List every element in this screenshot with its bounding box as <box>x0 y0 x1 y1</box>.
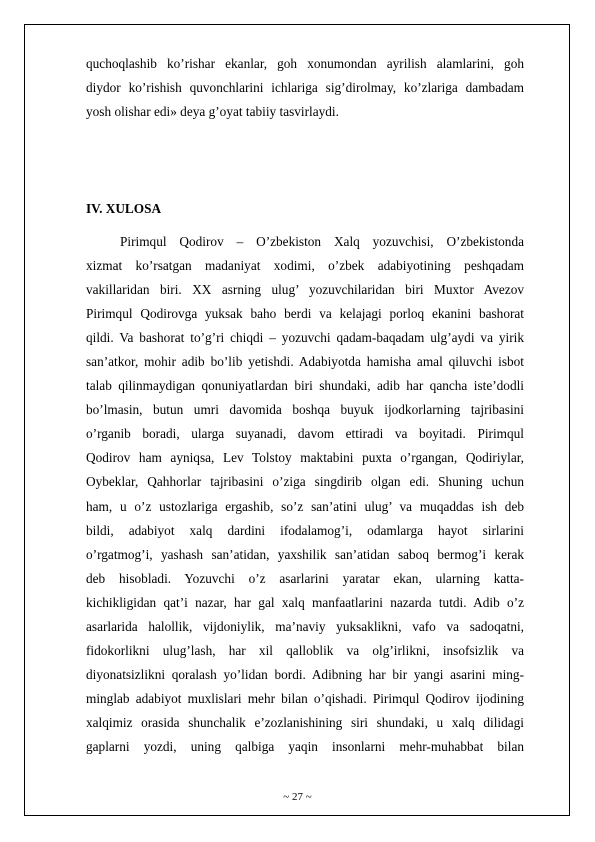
text-line: xizmat ko’rsatgan madaniyat xodimi, o’zbek adabiyotining peshqadam <box>86 258 524 274</box>
text-line: ham, u o’z ustozlariga ergashib, so’z san’atini ulug’ va muqaddas ish deb <box>86 498 524 514</box>
text-line: kichikligidan qat’i nazar, har gal xalq manfaatlarini nazarda tutdi. Adib o’z <box>86 594 524 610</box>
text-line: bo’lmasin, butun umri davomida boshqa buyuk ijodkorlarning tajribasini <box>86 402 524 418</box>
paragraph-main <box>86 230 524 759</box>
text-line: asarlarida halollik, vijdoniylik, ma’naviy yuksaklikni, vafo va sadoqatni, <box>86 618 524 634</box>
text-line: Qodirov ham ayniqsa, Lev Tolstoy maktabini puxta o’rgangan, Qodiriylar, <box>86 450 524 466</box>
text-line: diyonatsizlikni qoralash yo’lidan bordi. Adibning har bir yangi asarini ming- <box>86 666 524 682</box>
section-heading: IV. XULOSA <box>86 201 162 216</box>
paragraph-top <box>86 52 524 124</box>
text-line: o’rganib boradi, ularga suyanadi, davom ettiradi va boyitadi. Pirimqul <box>86 426 524 442</box>
text-line: o’rgatmog’i, yashash san’atidan, yaxshilik san’atidan saboq bermog’i kerak <box>86 546 524 562</box>
text-line: qildi. Va bashorat to’g’ri chiqdi – yozuvchi qadam-baqadam ulg’aydi va yirik <box>86 330 524 346</box>
text-line: diydor ko’rishish quvonchlarini ichlariga sig’dirolmay, ko’zlariga dambadam <box>86 80 524 96</box>
text-line: bildi, adabiyot xalq dardini ifodalamog’i, odamlarga hayot sirlarini <box>86 522 524 538</box>
page-number: ~ 27 ~ <box>283 791 312 803</box>
text-line: Pirimqul Qodirovga yuksak baho berdi va kelajagi porloq ekanini bashorat <box>86 306 524 322</box>
text-line: talab qilinmaydigan qonuniyatlardan biri shundaki, adib har qancha iste’dodli <box>86 378 524 394</box>
text-line: yosh olishar edi» deya g’oyat tabiiy tasvirlaydi. <box>86 104 339 120</box>
text-line: fidokorlikni ulug’lash, har xil qalloblik va olg’irlikni, insofsizlik va <box>86 642 524 658</box>
text-line: Pirimqul Qodirov – O’zbekiston Xalq yozuvchisi, O’zbekistonda <box>120 234 524 249</box>
text-line: deb hisobladi. Yozuvchi o’z asarlarini yaratar ekan, ularning katta- <box>86 570 524 586</box>
text-line: quchoqlashib ko’rishar ekanlar, goh xonumondan ayrilish alamlarini, goh <box>86 56 524 71</box>
text-line: san’atkor, mohir adib bo’lib yetishdi. Adabiyotda hamisha amal qiluvchi isbot <box>86 354 524 370</box>
text-line: minglab adabiyot muxlislari mehr bilan o’qishadi. Pirimqul Qodirov ijodining <box>86 690 524 706</box>
text-line: Oybeklar, Qahhorlar tajribasini o’ziga singdirib olgan edi. Shuning uchun <box>86 474 524 490</box>
text-line: vakillaridan biri. XX asrning ulug’ yozuvchilaridan biri Muxtor Avezov <box>86 282 524 298</box>
text-line: gaplarni yozdi, uning qalbiga yaqin insonlarni mehr-muhabbat bilan <box>86 738 524 754</box>
text-line: xalqimiz orasida shunchalik e’zozlanishining siri shundaki, u xalq dilidagi <box>86 714 524 730</box>
